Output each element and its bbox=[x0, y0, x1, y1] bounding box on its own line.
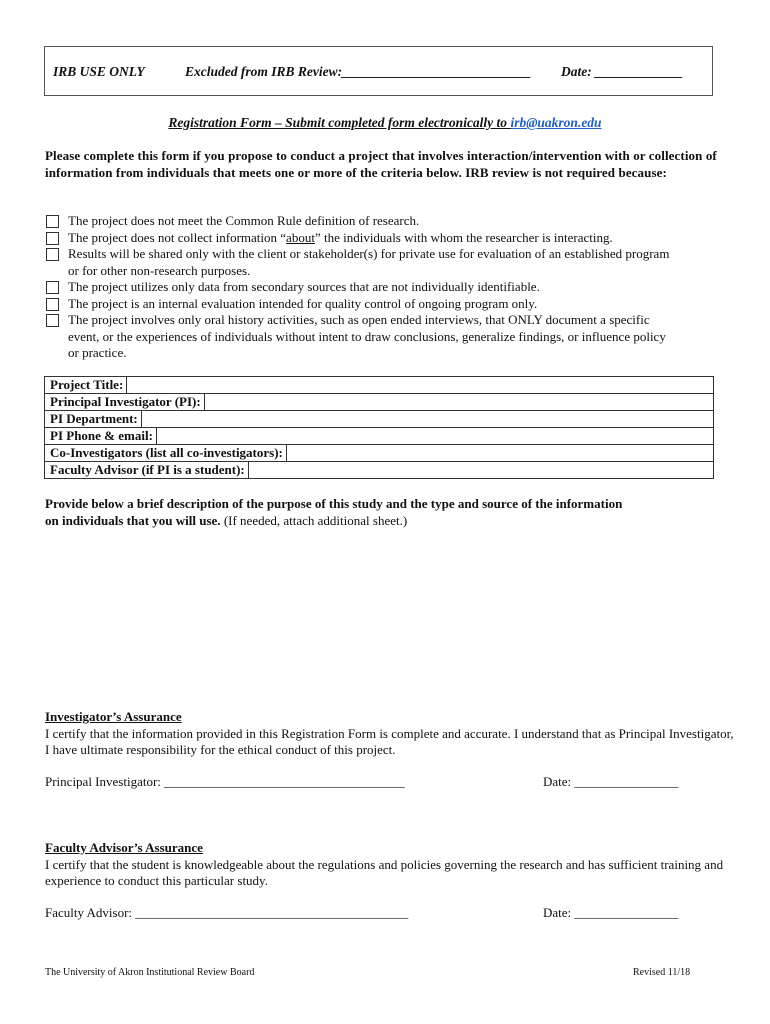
intro-paragraph: Please complete this form if you propose to conduct a project that involves interaction/intervention with or collection of information from individuals that meets one or more of the criteria below. IRB review is not required because: bbox=[45, 148, 717, 180]
pi-signature-line[interactable]: Principal Investigator: _____________________________________ bbox=[45, 774, 405, 789]
principal-investigator-field[interactable]: Principal Investigator (PI): bbox=[45, 394, 714, 411]
criterion-item bbox=[45, 279, 725, 296]
criterion-text-cont: or for other non-research purposes. bbox=[68, 262, 251, 278]
criterion-text: Results will be shared only with the client or stakeholder(s) for private use for evaluation of an established program bbox=[68, 246, 670, 261]
footer-institution: The University of Akron Institutional Review Board bbox=[45, 967, 255, 978]
form-title bbox=[0, 115, 770, 131]
criterion-text: The project involves only oral history activities, such as open ended interviews, that ONLY document a specific bbox=[68, 312, 650, 327]
criterion-checkbox[interactable] bbox=[46, 215, 59, 228]
criterion-text-cont: event, or the experiences of individuals without intent to draw conclusions, generalize findings, or influence policy bbox=[68, 328, 666, 344]
criterion-checkbox[interactable] bbox=[46, 298, 59, 311]
irb-date-field[interactable]: Date: _____________ bbox=[561, 64, 683, 79]
advisor-assurance-text: I certify that the student is knowledgeable about the regulations and policies governing the research and has sufficient training and experience to conduct this particular study. bbox=[45, 856, 724, 888]
study-description-prompt: Provide below a brief description of the purpose of this study and the type and source of the information on individuals that you will use. (If needed, attach additional sheet.) bbox=[45, 496, 623, 528]
pi-department-field[interactable]: PI Department: bbox=[45, 411, 714, 428]
criterion-text: The project does not collect information “about” the individuals with whom the researcher is interacting. bbox=[68, 229, 613, 245]
investigator-assurance-heading: Investigator’s Assurance bbox=[45, 709, 182, 724]
faculty-advisor-field[interactable]: Faculty Advisor (if PI is a student): bbox=[45, 462, 714, 479]
criterion-item bbox=[45, 312, 725, 362]
footer-revision: Revised 11/18 bbox=[633, 967, 691, 978]
excluded-from-review-field[interactable]: Excluded from IRB Review:____________________________ bbox=[185, 64, 532, 79]
project-info-table bbox=[44, 376, 714, 479]
criterion-checkbox[interactable] bbox=[46, 314, 59, 327]
pi-phone-email-field[interactable]: PI Phone & email: bbox=[45, 428, 714, 445]
criterion-text: The project is an internal evaluation intended for quality control of ongoing program only. bbox=[68, 295, 538, 311]
investigator-assurance bbox=[45, 709, 735, 759]
criterion-item bbox=[45, 296, 725, 313]
advisor-date-line[interactable]: Date: ________________ bbox=[543, 905, 679, 920]
advisor-assurance bbox=[45, 840, 735, 890]
form-title-main: Registration Form bbox=[168, 115, 272, 130]
investigator-assurance-text: I certify that the information provided in this Registration Form is complete and accurate. I understand that as Principal Investigator, I have ultimate responsibility for the ethical conduct of this project. bbox=[45, 725, 734, 757]
form-title-instruction: – Submit completed form electronically to bbox=[271, 115, 511, 130]
irb-use-only-box bbox=[44, 46, 713, 96]
criterion-text: The project utilizes only data from secondary sources that are not individually identifiable. bbox=[68, 279, 540, 294]
criterion-checkbox[interactable] bbox=[46, 248, 59, 261]
project-title-field[interactable]: Project Title: bbox=[45, 377, 714, 394]
criterion-text-cont: or practice. bbox=[68, 345, 127, 360]
criterion-checkbox[interactable] bbox=[46, 232, 59, 245]
criteria-list bbox=[45, 213, 725, 362]
irb-email-link[interactable]: irb@uakron.edu bbox=[510, 115, 602, 130]
advisor-signature-line[interactable]: Faculty Advisor: __________________________________________ bbox=[45, 905, 409, 920]
criterion-text: The project does not meet the Common Rule definition of research. bbox=[68, 213, 420, 228]
criterion-item bbox=[45, 246, 725, 279]
criterion-item bbox=[45, 230, 725, 247]
pi-date-line[interactable]: Date: ________________ bbox=[543, 774, 679, 789]
irb-use-only-label: IRB USE ONLY bbox=[53, 64, 145, 79]
criterion-item bbox=[45, 213, 725, 230]
co-investigators-field[interactable]: Co-Investigators (list all co-investigators): bbox=[45, 445, 714, 462]
criterion-checkbox[interactable] bbox=[46, 281, 59, 294]
study-description-area[interactable] bbox=[45, 535, 713, 700]
advisor-assurance-heading: Faculty Advisor’s Assurance bbox=[45, 840, 203, 855]
